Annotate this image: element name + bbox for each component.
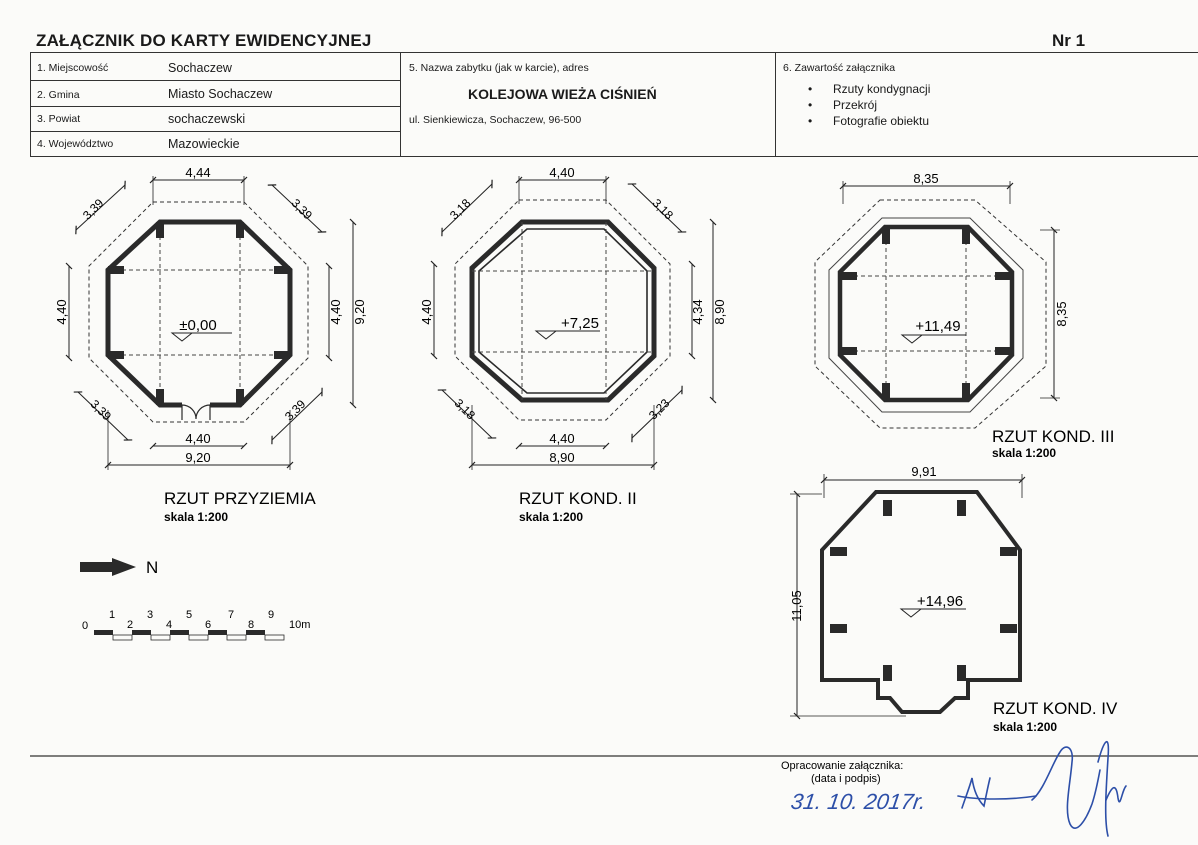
monument-address: ul. Sienkiewicza, Sochaczew, 96-500 — [409, 114, 582, 126]
contents-bullet-icon: • — [808, 82, 813, 96]
level-label: +11,49 — [915, 318, 961, 335]
contents-label: 6. Zawartość załącznika — [783, 62, 896, 74]
dim-diag: 3,18 — [451, 395, 479, 423]
info-value-voivodeship: Mazowieckie — [168, 137, 240, 151]
dim-diag: 3,39 — [87, 396, 115, 424]
plan-title: RZUT KOND. II — [519, 489, 637, 508]
scale-label: 7 — [228, 609, 235, 621]
dim-right-total: 9,20 — [352, 299, 367, 325]
scale-label: 0 — [82, 620, 89, 632]
dim-diag: 3,39 — [288, 195, 316, 223]
info-label-gmina: 2. Gmina — [37, 89, 80, 101]
scale-label: 9 — [268, 609, 275, 621]
dim-bottom-inner: 4,40 — [549, 431, 575, 446]
dim-bottom-total: 8,90 — [549, 450, 575, 465]
plan-title: RZUT KOND. IV — [993, 699, 1118, 718]
north-arrow-icon — [80, 558, 136, 576]
scale-label: 1 — [109, 609, 116, 621]
info-value-town: Sochaczew — [168, 61, 232, 75]
contents-bullet-icon: • — [808, 114, 813, 128]
monument-label: 5. Nazwa zabytku (jak w karcie), adres — [409, 62, 589, 74]
plan-title: RZUT PRZYZIEMIA — [164, 489, 316, 508]
prep-label: Opracowanie załącznika: — [781, 760, 904, 772]
dim-top: 4,40 — [549, 165, 575, 180]
info-label-powiat: 3. Powiat — [37, 113, 81, 125]
info-value-gmina: Miasto Sochaczew — [168, 87, 273, 101]
dim-bottom-inner: 4,40 — [185, 431, 211, 446]
attachment-title: ZAŁĄCZNIK DO KARTY EWIDENCYJNEJ — [36, 31, 372, 50]
plan-title: RZUT KOND. III — [992, 427, 1115, 446]
dim-top: 9,91 — [911, 464, 937, 479]
plan-scale: skala 1:200 — [164, 510, 229, 524]
plan-scale: skala 1:200 — [993, 720, 1058, 734]
dim-right: 8,35 — [1054, 301, 1069, 327]
scale-label: 5 — [186, 609, 193, 621]
level-label: ±0,00 — [179, 317, 217, 334]
scale-label: 3 — [147, 609, 154, 621]
prep-sub: (data i podpis) — [811, 773, 881, 785]
scale-label: 4 — [166, 619, 173, 631]
dim-left: 11,05 — [789, 590, 804, 622]
contents-item: Fotografie obiektu — [833, 114, 930, 128]
info-label-voivodeship: 4. Województwo — [37, 138, 114, 150]
dim-diag: 3,18 — [649, 195, 677, 223]
dim-left: 4,40 — [54, 299, 69, 325]
plan-fourth-floor — [790, 474, 1022, 716]
level-label: +14,96 — [916, 593, 964, 610]
info-value-powiat: sochaczewski — [168, 112, 246, 126]
info-label-town: 1. Miejscowość — [37, 62, 109, 74]
plan-third-floor — [815, 181, 1060, 428]
level-label: +7,25 — [561, 315, 599, 332]
plan-scale: skala 1:200 — [992, 446, 1057, 460]
dim-top: 4,44 — [185, 165, 211, 180]
dim-diag: 3,23 — [645, 395, 673, 423]
scale-label: 8 — [248, 619, 255, 631]
scale-bar — [94, 630, 284, 640]
dim-left: 4,40 — [419, 299, 434, 325]
dim-top: 8,35 — [913, 171, 939, 186]
dim-right-total: 8,90 — [712, 299, 727, 325]
dim-diag: 3,39 — [281, 396, 309, 424]
plan-scale: skala 1:200 — [519, 510, 584, 524]
dim-diag: 3,18 — [446, 195, 474, 223]
contents-item: Rzuty kondygnacji — [833, 82, 931, 96]
scale-label: 6 — [205, 619, 212, 631]
contents-item: Przekrój — [833, 98, 878, 112]
north-label: N — [146, 558, 159, 577]
prep-date: 31. 10. 2017r. — [789, 789, 928, 814]
monument-name: KOLEJOWA WIEŻA CIŚNIEŃ — [468, 86, 657, 102]
dim-right-inner: 4,34 — [690, 299, 705, 325]
dim-right-inner: 4,40 — [328, 299, 343, 325]
scale-label: 2 — [127, 619, 134, 631]
dim-diag: 3,39 — [79, 195, 107, 223]
contents-bullet-icon: • — [808, 98, 813, 112]
attachment-number: Nr 1 — [1052, 31, 1086, 50]
scale-label: 10m — [289, 619, 311, 631]
dim-bottom-total: 9,20 — [185, 450, 211, 465]
